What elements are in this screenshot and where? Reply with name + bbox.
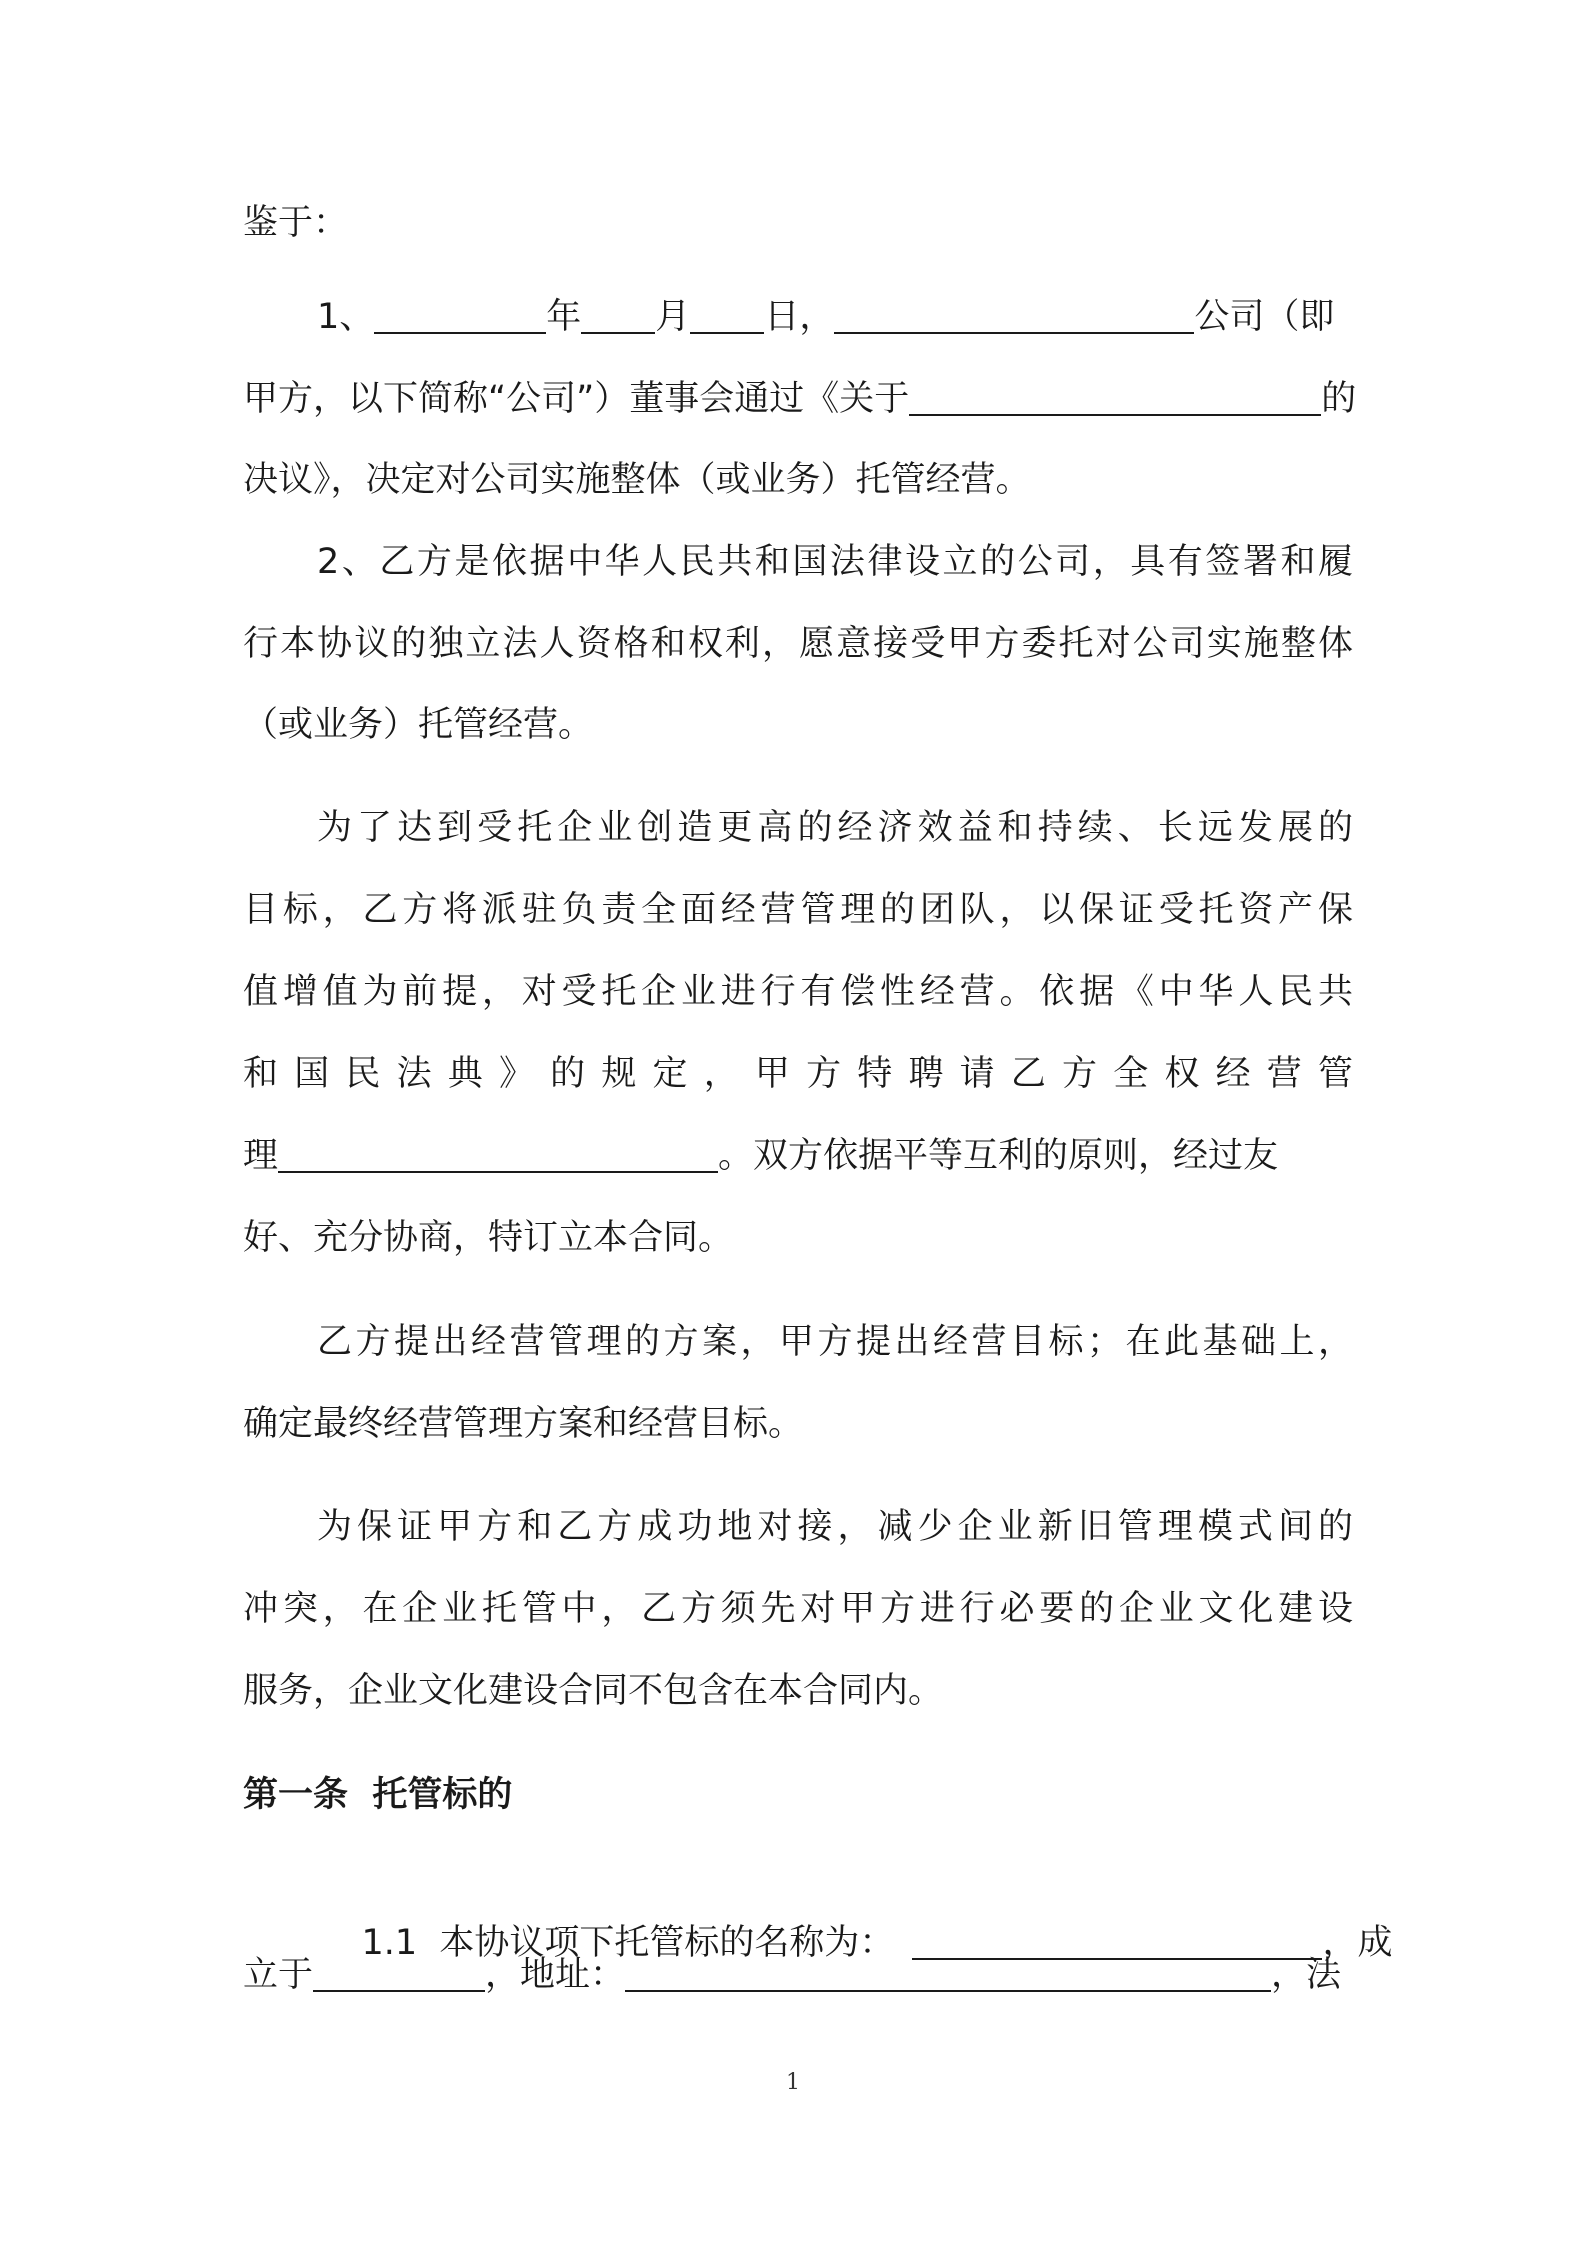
p1-line-2-text: 甲方，以下简称“公司”）董事会通过《关于	[243, 379, 910, 419]
company-name-blank[interactable]	[834, 294, 1194, 334]
p2-line-1: 2、乙方是依据中华人民共和国法律设立的公司，具有签署和履	[317, 542, 1353, 582]
clause-1-1-line-1	[243, 1868, 1393, 1963]
p4-line-1: 乙方提出经营管理的方案，甲方提出经营目标；在此基础上，	[317, 1322, 1353, 1362]
clause-1-1-line-2-tail: ，法	[1271, 1955, 1342, 1995]
address-blank[interactable]	[625, 1952, 1271, 1992]
p4-line-2: 确定最终经营管理方案和经营目标。	[243, 1404, 804, 1444]
clause-1-1-line-2	[243, 1950, 1353, 2000]
p3-line-2: 目标，乙方将派驻负责全面经营管理的团队，以保证受托资产保	[243, 890, 1353, 930]
intro-label: 鉴于：	[243, 203, 349, 243]
p5-line-3: 服务，企业文化建设合同不包含在本合同内。	[243, 1671, 944, 1711]
p5-line-2: 冲突，在企业托管中，乙方须先对甲方进行必要的企业文化建设	[243, 1589, 1353, 1629]
year-blank[interactable]	[374, 294, 546, 334]
p1-line-1	[243, 292, 1353, 342]
p3-line-5-head: 理	[243, 1136, 279, 1176]
day-blank[interactable]	[690, 294, 764, 334]
p3-line-3: 值增值为前提，对受托企业进行有偿性经营。依据《中华人民共	[243, 972, 1353, 1012]
p3-line-4: 和 国 民 法 典 》 的 规 定 ， 甲 方 特 聘 请 乙 方 全 权 经 营 管	[243, 1054, 1353, 1094]
p3-line-1: 为了达到受托企业创造更高的经济效益和持续、长远发展的	[317, 808, 1353, 848]
day-label: 日，	[764, 297, 835, 337]
p1-number: 1、	[317, 297, 375, 337]
page-number: 1	[786, 2070, 800, 2095]
p1-line-2-tail: 的	[1321, 379, 1357, 419]
p5-line-1: 为保证甲方和乙方成功地对接，减少企业新旧管理模式间的	[317, 1507, 1353, 1547]
p2-line-3: （或业务）托管经营。	[243, 705, 594, 745]
p1-line-3: 决议》，决定对公司实施整体（或业务）托管经营。	[243, 460, 1031, 500]
clause-1-1-text: 1.1 本协议项下托管标的名称为：	[361, 1923, 895, 1963]
p2-line-2: 行本协议的独立法人资格和权利，愿意接受甲方委托对公司实施整体	[243, 624, 1353, 664]
managed-scope-blank[interactable]	[278, 1133, 718, 1173]
address-label: ，地址：	[485, 1955, 626, 1995]
established-date-blank[interactable]	[313, 1952, 485, 1992]
resolution-title-blank[interactable]	[909, 376, 1321, 416]
article-1-heading: 第一条 托管标的	[243, 1775, 513, 1815]
month-label: 月	[655, 297, 691, 337]
p1-line-2	[243, 374, 1357, 424]
established-label: 立于	[243, 1955, 314, 1995]
company-label: 公司（即	[1194, 297, 1335, 337]
p3-line-5-tail: 。双方依据平等互利的原则，经过友	[718, 1136, 1279, 1176]
p3-line-5	[243, 1131, 1353, 1181]
year-label: 年	[546, 297, 582, 337]
clause-1-1-tail: ，成	[1322, 1923, 1393, 1963]
month-blank[interactable]	[581, 294, 655, 334]
p3-line-6: 好、充分协商，特订立本合同。	[243, 1218, 734, 1258]
